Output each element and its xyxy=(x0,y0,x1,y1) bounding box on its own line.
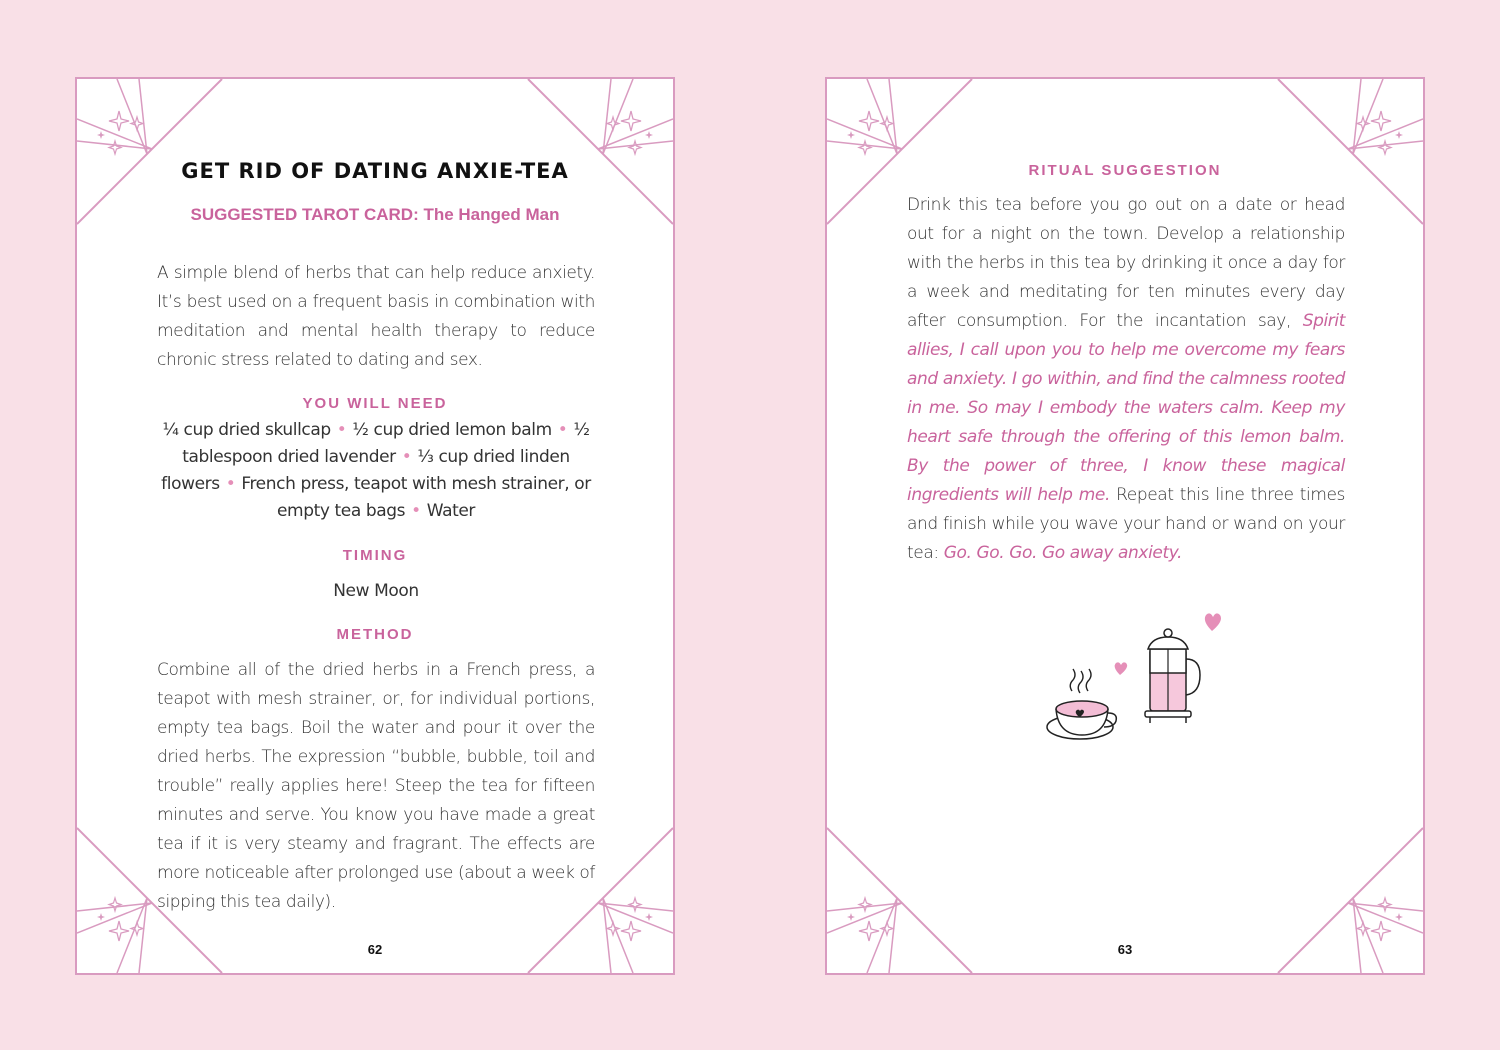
intro-paragraph: A simple blend of herbs that can help reduce anxiety. It’s best used on a frequent basis in combination with meditation and mental health therapy to reduce chronic stress related to dating and sex. xyxy=(157,263,595,370)
ingredient: ¼ cup dried skullcap xyxy=(162,420,331,440)
bullet-dot: • xyxy=(557,420,568,440)
timing-value: New Moon xyxy=(333,581,419,601)
bullet-dot: • xyxy=(411,501,421,521)
left-page xyxy=(75,77,675,975)
bullet-dot: • xyxy=(225,474,236,494)
ingredient: French press, teapot with mesh strainer, or empty tea bags xyxy=(241,474,591,521)
timing-heading: TIMING xyxy=(342,547,408,564)
tea-cup-and-french-press-icon xyxy=(1042,609,1222,749)
ritual-after-text: Repeat this line three times and finish while you wave your hand or wand on your tea: xyxy=(907,485,1345,563)
ritual-intro-text: Drink this tea before you go out on a date or head out for a night on the town. Develop a relationship with the herbs in this tea by drinking it once a day for a week and meditating for ten minutes every day after consumption. For the incantation say, xyxy=(907,195,1345,331)
ritual-suggestion-heading: RITUAL SUGGESTION xyxy=(1028,162,1222,179)
method-paragraph: Combine all of the dried herbs in a French press, a teapot with mesh strainer, or, for individual portions, empty tea bags. Boil the water and pour it over the dried herbs. The expression “bubble, bubble, toil and trouble” really applies here! Steep the tea for fifteen minutes and serve. You know you have made a great tea if it is very steamy and fragrant. The effects are more noticeable after prolonged use (about a week of sipping this tea daily). xyxy=(157,660,595,912)
recipe-title: GET RID OF DATING ANXIE-TEA xyxy=(181,159,569,183)
ingredient: ⅓ cup dried linden flowers xyxy=(161,447,570,494)
ingredients-list xyxy=(147,417,605,525)
bullet-dot: • xyxy=(401,447,412,467)
ingredient: Water xyxy=(426,501,476,521)
closing-chant-text: Go. Go. Go. Go away anxiety. xyxy=(943,543,1183,563)
bullet-dot: • xyxy=(336,420,347,440)
you-will-need-heading: YOU WILL NEED xyxy=(302,395,448,412)
right-page xyxy=(825,77,1425,975)
method-heading: METHOD xyxy=(336,626,414,643)
incantation-text: Spirit allies, I call upon you to help me overcome my fears and anxiety. I go within, and find the calmness rooted in me. So may I embody the waters calm. Keep my heart safe through the offering of this lemon balm. By the power of three, I know these magical ingredients will help me. xyxy=(907,311,1345,505)
ritual-paragraph xyxy=(907,191,1345,568)
page-number: 62 xyxy=(367,942,383,957)
page-number: 63 xyxy=(1117,942,1133,957)
ingredient: ½ cup dried lemon balm xyxy=(352,420,552,440)
tarot-card-label: SUGGESTED TAROT CARD: The Hanged Man xyxy=(190,205,560,224)
ingredient: ½ tablespoon dried lavender xyxy=(182,420,590,467)
